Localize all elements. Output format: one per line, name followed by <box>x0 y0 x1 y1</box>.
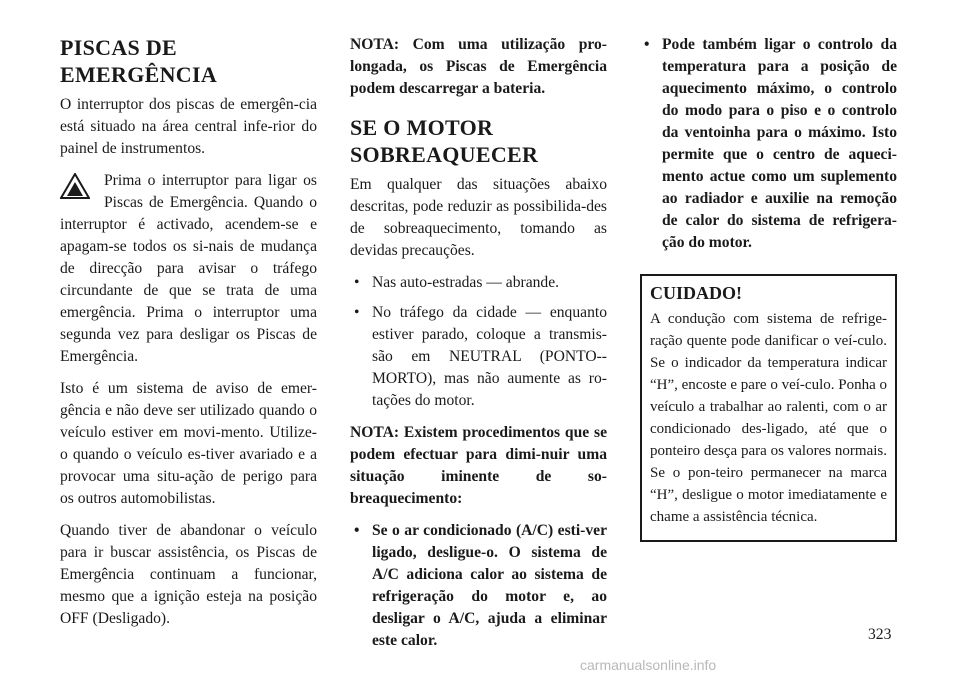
list-item: • Pode também ligar o controlo da temperatura para a posição de aquecimento máximo, o controlo do modo para o piso e o controlo da ventoinha para o máximo. Isto permite que o centro de aqueci-mento actue como um suplemento ao radiador e auxilie na remoção de calor do sistema de refrigera-ção do motor. <box>644 36 897 251</box>
column-left <box>60 34 317 640</box>
column-middle <box>350 34 607 662</box>
hazard-triangle-icon <box>60 173 90 199</box>
list-item: • Nas auto-estradas — abrande. <box>354 274 560 291</box>
caution-title: CUIDADO! <box>650 283 742 303</box>
section-title-hazard: PISCAS DE EMERGÊNCIA <box>60 35 218 87</box>
paragraph-leave-vehicle: Quando tiver de abandonar o veículo para ir buscar assistência, os Piscas de Emergência continuam a funcionar, mesmo que a ignição esteja na posição OFF (Desligado). <box>60 522 317 627</box>
paragraph-hazard-switch <box>60 170 317 368</box>
caution-box <box>640 274 897 542</box>
note-battery: NOTA: Com uma utilização pro-longada, os Piscas de Emergência podem descarregar a bateria. <box>350 36 607 97</box>
procedures-list <box>350 520 607 652</box>
section-title-overheat: SE O MOTOR SOBREAQUECER <box>350 115 539 167</box>
list-item: • No tráfego da cidade — enquanto estiver parado, coloque a transmis-são em NEUTRAL (PONTO--MORTO), mas não aumente as ro-tações do motor. <box>354 304 607 409</box>
hazard-switch-text: Prima o interruptor para ligar os Piscas de Emergência. Quando o interruptor é activado, acendem-se e apagam-se todos os si-nais de mudança de direcção para avisar o tráfego circundante de que se trata de uma emergência. Prima o interruptor uma segunda vez para desligar os Piscas de Emergência. <box>60 172 317 365</box>
paragraph-warning-system: Isto é um sistema de aviso de emer-gência e não deve ser utilizado quando o veículo estiver em movi-mento. Utilize-o quando o veículo es-tiver avariado e a provocar uma situ-ação de perigo para os outros automobilistas. <box>60 380 317 507</box>
column-right <box>640 34 897 542</box>
paragraph-precautions: Em qualquer das situações abaixo descritas, pode reduzir as possibilida-des de sobreaquecimento, tomando as devidas precauções. <box>350 176 607 259</box>
paragraph-location: O interruptor dos piscas de emergên-cia está situado na área central infe-rior do painel de instrumentos. <box>60 96 317 157</box>
page-number: 323 <box>868 626 892 643</box>
procedures-list-continued <box>640 34 897 254</box>
watermark: carmanualsonline.info <box>580 657 717 673</box>
note-procedures: NOTA: Existem procedimentos que se podem efectuar para dimi-nuir uma situação iminente de so-breaquecimento: <box>350 424 607 507</box>
list-item: • Se o ar condicionado (A/C) esti-ver ligado, desligue-o. O sistema de A/C adiciona calor ao sistema de refrigeração do motor e, ao desligar o A/C, ajuda a eliminar este calor. <box>354 522 607 649</box>
precautions-list <box>350 272 607 412</box>
caution-text: A condução com sistema de refrige-ração quente pode danificar o veí-culo. Se o indicador da temperatura indicar “H”, encoste e pare o veí-culo. Ponha o veículo a trabalhar ao ralenti, com o ar condicionado des-ligado, até que o ponteiro desça para os valores normais. Se o pon-teiro permanecer na marca “H”, desligue o motor imediatamente e chame a assistência técnica. <box>650 311 887 525</box>
